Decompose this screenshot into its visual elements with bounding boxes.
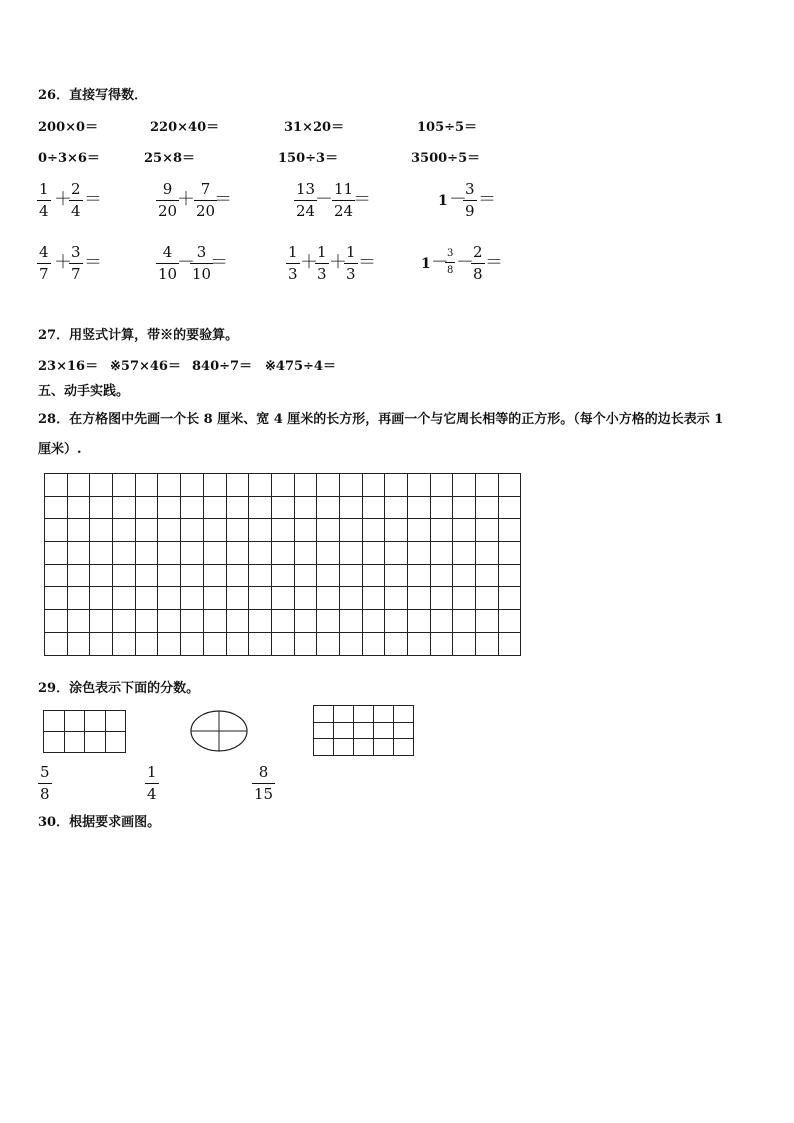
- grid-cell[interactable]: [317, 542, 340, 565]
- grid-cell[interactable]: [90, 519, 113, 542]
- fraction-label-2: $\frac{1}{4}$: [147, 763, 157, 803]
- grid-cell[interactable]: [181, 632, 204, 655]
- grid-cell[interactable]: [317, 564, 340, 587]
- grid-cell[interactable]: [385, 587, 408, 610]
- grid-cell[interactable]: [271, 632, 294, 655]
- grid-cell[interactable]: [249, 496, 272, 519]
- q26-item: 31×20＝: [284, 120, 345, 135]
- fraction: $\frac{1}{3}$: [317, 243, 327, 283]
- plus-sign: ＋: [177, 189, 195, 210]
- minus-sign: －: [449, 189, 467, 210]
- grid-cell[interactable]: [249, 542, 272, 565]
- grid-cell[interactable]: [453, 542, 476, 565]
- equals-sign: ＝: [84, 189, 102, 210]
- grid-cell[interactable]: [374, 722, 394, 739]
- grid-cell[interactable]: [90, 564, 113, 587]
- fraction: $\frac{3}{10}$: [192, 243, 212, 283]
- grid-cell[interactable]: [85, 732, 106, 753]
- grid-cell[interactable]: [374, 706, 394, 723]
- grid-cell[interactable]: [430, 632, 453, 655]
- grid-cell[interactable]: [354, 739, 374, 756]
- grid-cell[interactable]: [271, 542, 294, 565]
- grid-cell[interactable]: [294, 564, 317, 587]
- fraction-label-1: $\frac{5}{8}$: [40, 763, 50, 803]
- fraction: $\frac{3}{9}$: [465, 180, 475, 220]
- grid-cell[interactable]: [67, 542, 90, 565]
- q28-title-line2: 厘米）.: [38, 442, 82, 457]
- grid-cell[interactable]: [362, 519, 385, 542]
- whole-number: 1: [438, 193, 448, 209]
- grid-cell[interactable]: [67, 519, 90, 542]
- grid-cell[interactable]: [498, 587, 521, 610]
- grid-cell[interactable]: [453, 610, 476, 633]
- grid-cell[interactable]: [203, 564, 226, 587]
- grid-cell[interactable]: [45, 564, 68, 587]
- grid-cell[interactable]: [430, 496, 453, 519]
- grid-cell[interactable]: [294, 519, 317, 542]
- grid-cell[interactable]: [226, 587, 249, 610]
- grid-cell[interactable]: [294, 542, 317, 565]
- grid-cell[interactable]: [453, 632, 476, 655]
- equals-sign: ＝: [478, 189, 496, 210]
- grid-cell[interactable]: [113, 610, 136, 633]
- grid-cell[interactable]: [362, 610, 385, 633]
- grid-cell[interactable]: [271, 474, 294, 497]
- grid-cell[interactable]: [226, 519, 249, 542]
- grid-cell[interactable]: [135, 587, 158, 610]
- grid-cell[interactable]: [249, 587, 272, 610]
- grid-cell[interactable]: [430, 564, 453, 587]
- fraction: $\frac{3}{7}$: [71, 243, 81, 283]
- fraction: $\frac{4}{10}$: [158, 243, 178, 283]
- grid-cell[interactable]: [67, 587, 90, 610]
- rectangle-grid-eighths[interactable]: [43, 710, 126, 753]
- grid-cell[interactable]: [294, 632, 317, 655]
- grid-cell[interactable]: [339, 474, 362, 497]
- q26-item: 3500÷5＝: [411, 151, 481, 166]
- grid-cell[interactable]: [476, 542, 499, 565]
- grid-cell[interactable]: [430, 542, 453, 565]
- grid-cell[interactable]: [249, 632, 272, 655]
- grid-cell[interactable]: [394, 722, 414, 739]
- whole-number: 1: [421, 256, 431, 272]
- grid-cell[interactable]: [45, 542, 68, 565]
- grid-cell[interactable]: [314, 706, 334, 723]
- grid-cell[interactable]: [181, 496, 204, 519]
- grid-cell[interactable]: [45, 632, 68, 655]
- grid-cell[interactable]: [476, 610, 499, 633]
- fraction: $\frac{9}{20}$: [158, 180, 178, 220]
- grid-cell[interactable]: [476, 587, 499, 610]
- grid-cell[interactable]: [476, 564, 499, 587]
- grid-cell[interactable]: [339, 542, 362, 565]
- fraction: $\frac{7}{20}$: [196, 180, 216, 220]
- grid-cell[interactable]: [135, 564, 158, 587]
- grid-cell[interactable]: [135, 474, 158, 497]
- grid-cell[interactable]: [453, 564, 476, 587]
- grid-cell[interactable]: [385, 542, 408, 565]
- grid-cell[interactable]: [105, 711, 126, 732]
- grid-cell[interactable]: [90, 474, 113, 497]
- q27-title: 27．用竖式计算，带※的要验算。: [38, 328, 239, 343]
- grid-cell[interactable]: [90, 542, 113, 565]
- fraction: $\frac{1}{3}$: [346, 243, 356, 283]
- grid-cell[interactable]: [90, 587, 113, 610]
- grid-cell[interactable]: [45, 610, 68, 633]
- grid-cell[interactable]: [64, 732, 85, 753]
- grid-cell[interactable]: [339, 564, 362, 587]
- grid-cell[interactable]: [226, 564, 249, 587]
- fraction: $\frac{3}{8}$: [447, 248, 454, 276]
- grid-cell[interactable]: [45, 496, 68, 519]
- grid-cell[interactable]: [385, 496, 408, 519]
- grid-cell[interactable]: [317, 632, 340, 655]
- fraction-label-3: $\frac{8}{15}$: [254, 763, 274, 803]
- grid-cell[interactable]: [317, 496, 340, 519]
- grid-cell[interactable]: [498, 519, 521, 542]
- grid-cell[interactable]: [374, 739, 394, 756]
- q26-title: 26．直接写得数．: [38, 88, 148, 103]
- fraction: $\frac{2}{8}$: [473, 243, 483, 283]
- q26-item: 25×8＝: [144, 151, 196, 166]
- grid-cell[interactable]: [113, 496, 136, 519]
- oval-quarters[interactable]: [190, 709, 250, 755]
- grid-cell[interactable]: [105, 732, 126, 753]
- grid-cell[interactable]: [113, 474, 136, 497]
- grid-cell[interactable]: [498, 542, 521, 565]
- grid-cell[interactable]: [408, 519, 431, 542]
- grid-cell[interactable]: [294, 587, 317, 610]
- grid-cell[interactable]: [67, 474, 90, 497]
- q26-item: 150÷3＝: [278, 151, 339, 166]
- grid-cell[interactable]: [249, 564, 272, 587]
- grid-cell[interactable]: [181, 564, 204, 587]
- grid-cell[interactable]: [158, 474, 181, 497]
- grid-cell[interactable]: [135, 542, 158, 565]
- minus-sign: －: [315, 189, 333, 210]
- grid-cell[interactable]: [45, 519, 68, 542]
- q26-item: 0÷3×6＝: [38, 151, 100, 166]
- grid-cell[interactable]: [158, 542, 181, 565]
- fraction: $\frac{1}{4}$: [39, 180, 49, 220]
- grid-cell[interactable]: [453, 519, 476, 542]
- q27-item: ※57×46＝: [110, 359, 181, 374]
- grid-cell[interactable]: [334, 706, 354, 723]
- grid-cell[interactable]: [44, 732, 65, 753]
- grid-cell[interactable]: [385, 519, 408, 542]
- grid-cell[interactable]: [67, 632, 90, 655]
- grid-cell[interactable]: [113, 519, 136, 542]
- grid-cell[interactable]: [314, 739, 334, 756]
- grid-cell[interactable]: [203, 587, 226, 610]
- grid-cell[interactable]: [113, 587, 136, 610]
- grid-cell[interactable]: [408, 564, 431, 587]
- minus-sign: －: [431, 252, 449, 273]
- grid-cell[interactable]: [408, 587, 431, 610]
- fraction: $\frac{4}{7}$: [39, 243, 49, 283]
- grid-cell[interactable]: [203, 632, 226, 655]
- grid-cell[interactable]: [64, 711, 85, 732]
- grid-cell[interactable]: [314, 722, 334, 739]
- grid-cell[interactable]: [408, 610, 431, 633]
- fraction: $\frac{13}{24}$: [296, 180, 316, 220]
- grid-cell[interactable]: [385, 632, 408, 655]
- grid-cell[interactable]: [317, 610, 340, 633]
- q28-title-line1: 28．在方格图中先画一个长 8 厘米、宽 4 厘米的长方形，再画一个与它周长相等的正方形。（每个小方格的边长表示 1: [38, 412, 724, 427]
- grid-cell[interactable]: [135, 632, 158, 655]
- plus-sign: ＋: [329, 252, 347, 273]
- grid-cell[interactable]: [113, 564, 136, 587]
- grid-cell[interactable]: [430, 610, 453, 633]
- grid-cell[interactable]: [135, 519, 158, 542]
- grid-cell[interactable]: [45, 587, 68, 610]
- grid-cell[interactable]: [339, 587, 362, 610]
- grid-cell[interactable]: [394, 706, 414, 723]
- grid-cell[interactable]: [158, 519, 181, 542]
- grid-cell[interactable]: [339, 610, 362, 633]
- q26-item: 200×0＝: [38, 120, 99, 135]
- grid-cell[interactable]: [90, 632, 113, 655]
- grid-cell[interactable]: [362, 496, 385, 519]
- grid-cell[interactable]: [294, 610, 317, 633]
- grid-cell[interactable]: [85, 711, 106, 732]
- grid-cell[interactable]: [271, 519, 294, 542]
- q29-title: 29．涂色表示下面的分数。: [38, 681, 200, 696]
- square-grid[interactable]: [44, 473, 521, 656]
- grid-cell[interactable]: [476, 519, 499, 542]
- grid-cell[interactable]: [476, 474, 499, 497]
- grid-cell[interactable]: [158, 496, 181, 519]
- grid-cell[interactable]: [90, 496, 113, 519]
- grid-cell[interactable]: [203, 496, 226, 519]
- q27-item: 840÷7＝: [192, 359, 253, 374]
- grid-cell[interactable]: [135, 496, 158, 519]
- minus-sign: －: [456, 252, 474, 273]
- fraction: $\frac{2}{4}$: [71, 180, 81, 220]
- grid-cell[interactable]: [339, 519, 362, 542]
- grid-cell[interactable]: [181, 519, 204, 542]
- grid-cell[interactable]: [226, 632, 249, 655]
- section-title: 五、动手实践。: [38, 384, 130, 399]
- grid-cell[interactable]: [430, 474, 453, 497]
- q26-item: 220×40＝: [150, 120, 220, 135]
- grid-cell[interactable]: [249, 519, 272, 542]
- q27-item: 23×16＝: [38, 359, 99, 374]
- grid-cell[interactable]: [113, 632, 136, 655]
- grid-cell[interactable]: [45, 474, 68, 497]
- grid-cell[interactable]: [90, 610, 113, 633]
- grid-cell[interactable]: [181, 610, 204, 633]
- grid-cell[interactable]: [408, 474, 431, 497]
- grid-cell[interactable]: [67, 564, 90, 587]
- fraction: $\frac{1}{3}$: [288, 243, 298, 283]
- grid-cell[interactable]: [158, 610, 181, 633]
- grid-cell[interactable]: [158, 564, 181, 587]
- minus-sign: －: [177, 252, 195, 273]
- grid-cell[interactable]: [203, 610, 226, 633]
- grid-cell[interactable]: [339, 632, 362, 655]
- grid-cell[interactable]: [334, 739, 354, 756]
- grid-cell[interactable]: [498, 610, 521, 633]
- grid-cell[interactable]: [67, 496, 90, 519]
- q26-item: 105÷5＝: [417, 120, 478, 135]
- grid-cell[interactable]: [249, 610, 272, 633]
- grid-cell[interactable]: [181, 542, 204, 565]
- grid-cell[interactable]: [226, 542, 249, 565]
- grid-cell[interactable]: [203, 474, 226, 497]
- grid-cell[interactable]: [317, 519, 340, 542]
- grid-cell[interactable]: [271, 610, 294, 633]
- grid-cell[interactable]: [271, 564, 294, 587]
- grid-cell[interactable]: [44, 711, 65, 732]
- grid-cell[interactable]: [453, 474, 476, 497]
- q30-title: 30．根据要求画图。: [38, 815, 161, 830]
- grid-cell[interactable]: [158, 632, 181, 655]
- grid-cell[interactable]: [476, 632, 499, 655]
- grid-cell[interactable]: [203, 542, 226, 565]
- grid-cell[interactable]: [158, 587, 181, 610]
- q27-item: ※475÷4＝: [265, 359, 336, 374]
- grid-cell[interactable]: [476, 496, 499, 519]
- grid-cell[interactable]: [408, 632, 431, 655]
- grid-cell[interactable]: [181, 474, 204, 497]
- grid-cell[interactable]: [362, 474, 385, 497]
- grid-cell[interactable]: [430, 519, 453, 542]
- grid-cell[interactable]: [385, 610, 408, 633]
- grid-cell[interactable]: [317, 587, 340, 610]
- grid-cell[interactable]: [453, 496, 476, 519]
- grid-cell[interactable]: [498, 632, 521, 655]
- grid-cell[interactable]: [498, 564, 521, 587]
- grid-cell[interactable]: [362, 632, 385, 655]
- grid-cell[interactable]: [430, 587, 453, 610]
- grid-cell[interactable]: [453, 587, 476, 610]
- grid-cell[interactable]: [408, 496, 431, 519]
- equals-sign: ＝: [210, 252, 228, 273]
- grid-cell[interactable]: [181, 587, 204, 610]
- grid-cell[interactable]: [294, 496, 317, 519]
- grid-cell[interactable]: [339, 496, 362, 519]
- grid-cell[interactable]: [226, 496, 249, 519]
- grid-cell[interactable]: [334, 722, 354, 739]
- grid-cell[interactable]: [249, 474, 272, 497]
- grid-cell[interactable]: [385, 474, 408, 497]
- rectangle-grid-fifteenths[interactable]: [313, 705, 414, 756]
- grid-cell[interactable]: [294, 474, 317, 497]
- grid-cell[interactable]: [67, 610, 90, 633]
- equals-sign: ＝: [353, 189, 371, 210]
- grid-cell[interactable]: [362, 587, 385, 610]
- equals-sign: ＝: [485, 252, 503, 273]
- grid-cell[interactable]: [408, 542, 431, 565]
- grid-cell[interactable]: [498, 496, 521, 519]
- fraction: $\frac{11}{24}$: [334, 180, 354, 220]
- grid-cell[interactable]: [385, 564, 408, 587]
- grid-cell[interactable]: [226, 610, 249, 633]
- plus-sign: ＋: [54, 252, 72, 273]
- grid-cell[interactable]: [362, 542, 385, 565]
- grid-cell[interactable]: [498, 474, 521, 497]
- grid-cell[interactable]: [362, 564, 385, 587]
- equals-sign: ＝: [84, 252, 102, 273]
- equals-sign: ＝: [358, 252, 376, 273]
- grid-cell[interactable]: [271, 496, 294, 519]
- equals-sign: ＝: [214, 189, 232, 210]
- grid-cell[interactable]: [113, 542, 136, 565]
- grid-cell[interactable]: [354, 706, 374, 723]
- grid-cell[interactable]: [135, 610, 158, 633]
- plus-sign: ＋: [300, 252, 318, 273]
- grid-cell[interactable]: [354, 722, 374, 739]
- plus-sign: ＋: [54, 189, 72, 210]
- grid-cell[interactable]: [271, 587, 294, 610]
- grid-cell[interactable]: [317, 474, 340, 497]
- grid-cell[interactable]: [226, 474, 249, 497]
- grid-cell[interactable]: [203, 519, 226, 542]
- grid-cell[interactable]: [394, 739, 414, 756]
